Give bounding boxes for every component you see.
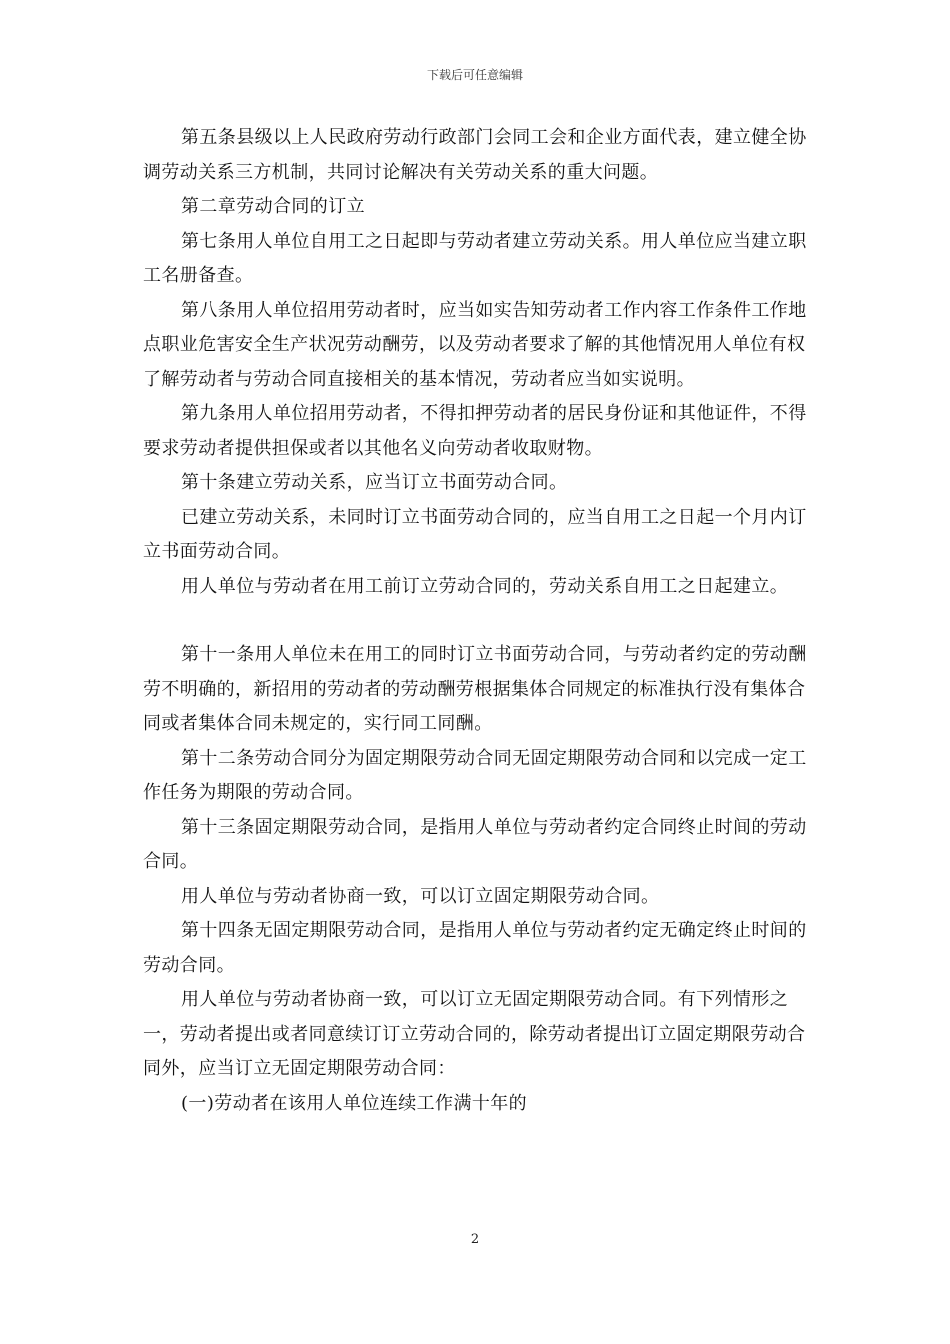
- paragraph-article-9: 第九条用人单位招用劳动者，不得扣押劳动者的居民身份证和其他证件，不得要求劳动者提供担保或者以其他名义向劳动者收取财物。: [143, 403, 807, 459]
- paragraph-article-10-clause-3: 用人单位与劳动者在用工前订立劳动合同的，劳动关系自用工之日起建立。: [181, 575, 789, 597]
- page-number: 2: [470, 1232, 480, 1247]
- paragraph-article-13-clause-2: 用人单位与劳动者协商一致，可以订立固定期限劳动合同。: [181, 885, 660, 907]
- document-body: [143, 121, 813, 1121]
- paragraph-article-11: 第十一条用人单位未在用工的同时订立书面劳动合同，与劳动者约定的劳动酬劳不明确的，新招用的劳动者的劳动酬劳根据集体合同规定的标准执行没有集体合同或者集体合同未规定的，实行同工同酬。: [143, 644, 807, 734]
- paragraph-article-14-item-1: (一)劳动者在该用人单位连续工作满十年的: [181, 1092, 528, 1114]
- page-header: 下载后可任意编辑: [426, 68, 523, 82]
- paragraph-article-14: 第十四条无固定期限劳动合同，是指用人单位与劳动者约定无确定终止时间的劳动合同。: [143, 920, 807, 976]
- paragraph-article-12: 第十二条劳动合同分为固定期限劳动合同无固定期限劳动合同和以完成一定工作任务为期限的劳动合同。: [143, 747, 807, 803]
- chapter-heading: 第二章劳动合同的订立: [181, 196, 365, 217]
- paragraph-article-10-clause-2: 已建立劳动关系，未同时订立书面劳动合同的，应当自用工之日起一个月内订立书面劳动合同。: [143, 506, 807, 562]
- paragraph-article-8: 第八条用人单位招用劳动者时，应当如实告知劳动者工作内容工作条件工作地点职业危害安全生产状况劳动酬劳，以及劳动者要求了解的其他情况用人单位有权了解劳动者与劳动合同直接相关的基本情况，劳动者应当如实说明。: [143, 299, 807, 390]
- paragraph-article-10: 第十条建立劳动关系，应当订立书面劳动合同。: [181, 472, 568, 493]
- paragraph-article-13: 第十三条固定期限劳动合同，是指用人单位与劳动者约定合同终止时间的劳动合同。: [143, 816, 807, 872]
- paragraph-article-5: 第五条县级以上人民政府劳动行政部门会同工会和企业方面代表，建立健全协调劳动关系三方机制，共同讨论解决有关劳动关系的重大问题。: [143, 127, 807, 183]
- paragraph-article-7: 第七条用人单位自用工之日起即与劳动者建立劳动关系。用人单位应当建立职工名册备查。: [143, 230, 807, 286]
- paragraph-article-14-clause-2: 用人单位与劳动者协商一致，可以订立无固定期限劳动合同。有下列情形之一，劳动者提出或者同意续订订立劳动合同的，除劳动者提出订立固定期限劳动合同外，应当订立无固定期限劳动合同：: [143, 989, 806, 1079]
